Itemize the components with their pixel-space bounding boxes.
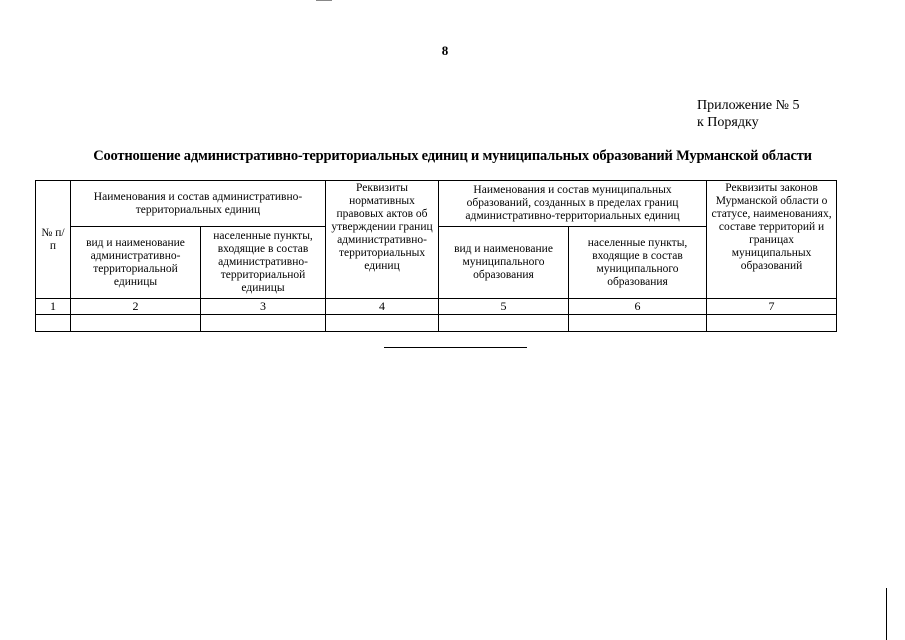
- header-ate-type: вид и наименование административно-территориальной единицы: [71, 227, 201, 299]
- column-number: 1: [36, 299, 71, 315]
- table-cell: [569, 315, 707, 332]
- appendix-note: [697, 97, 800, 131]
- header-mo-type: вид и наименование муниципального образования: [439, 227, 569, 299]
- scan-artifact: [316, 0, 332, 1]
- header-ate-group: Наименования и состав административно-территориальных единиц: [71, 181, 326, 227]
- table-row: [36, 315, 837, 332]
- column-number: 4: [326, 299, 439, 315]
- table-cell: [71, 315, 201, 332]
- column-number: 2: [71, 299, 201, 315]
- appendix-line-1: Приложение № 5: [697, 98, 800, 113]
- column-number: 5: [439, 299, 569, 315]
- table-cell: [201, 315, 326, 332]
- end-of-document-line: [384, 347, 527, 348]
- header-mo-group: Наименования и состав муниципальных образований, созданных в пределах границ административно-территориальных единиц: [439, 181, 707, 227]
- header-row-number: № п/п: [36, 181, 71, 299]
- header-ate-settlements: населенные пункты, входящие в состав административно-территориальной единицы: [201, 227, 326, 299]
- column-number: 7: [707, 299, 837, 315]
- page-number: 8: [441, 43, 449, 58]
- column-number: 3: [201, 299, 326, 315]
- table-cell: [707, 315, 837, 332]
- table-cell: [326, 315, 439, 332]
- correspondence-table: [35, 180, 837, 332]
- scan-edge-line: [886, 588, 887, 640]
- header-requisites-laws: Реквизиты законов Мурманской области о статусе, наименованиях, составе территорий и границах муниципальных образований: [707, 181, 837, 299]
- table-cell: [439, 315, 569, 332]
- header-mo-settlements: населенные пункты, входящие в состав муниципального образования: [569, 227, 707, 299]
- table-cell: [36, 315, 71, 332]
- appendix-line-2: к Порядку: [697, 115, 759, 130]
- column-number: 6: [569, 299, 707, 315]
- header-requisites-acts: Реквизиты нормативных правовых актов об утверждении границ административно-территориальных единиц: [326, 181, 439, 299]
- column-number-row: [36, 299, 837, 315]
- document-title: Соотношение административно-территориальных единиц и муниципальных образований Мурманской области: [93, 148, 812, 164]
